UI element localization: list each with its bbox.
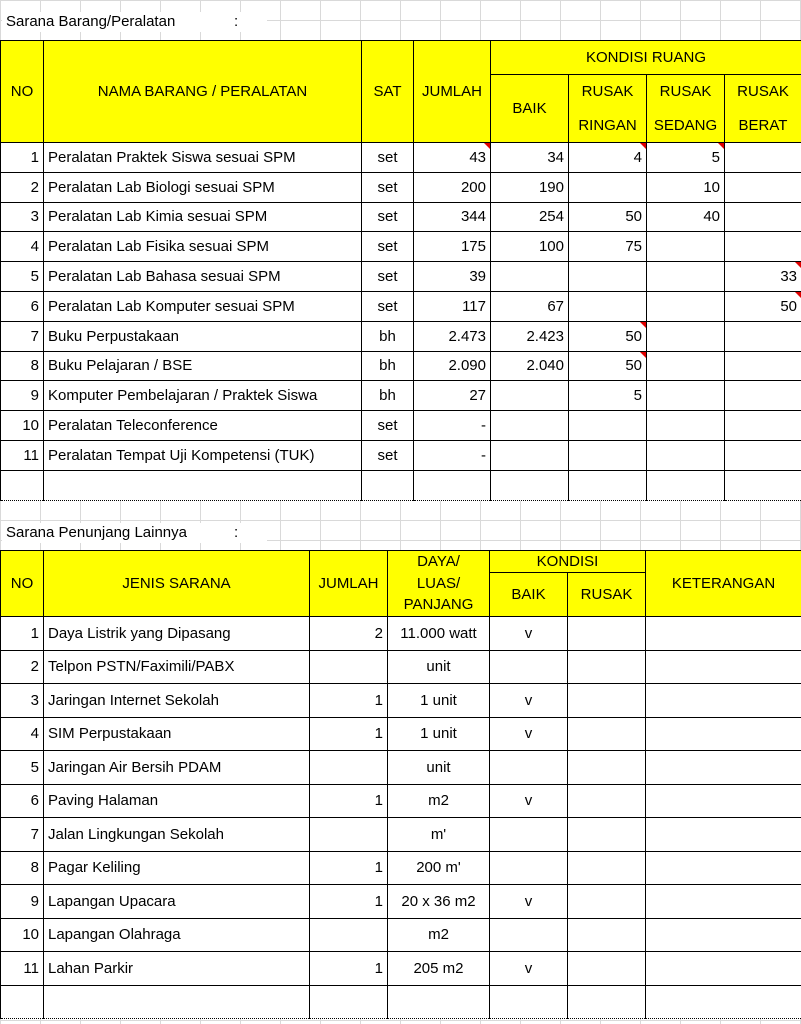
row-jumlah: 1 xyxy=(310,784,388,818)
row-sat: bh xyxy=(362,381,414,411)
row-sat: set xyxy=(362,232,414,262)
row-no: 1 xyxy=(1,617,44,651)
row-jenis-sarana xyxy=(44,985,310,1019)
section2-title-text: Sarana Penunjang Lainnya xyxy=(6,524,187,541)
table-row xyxy=(1,818,801,852)
row-keterangan xyxy=(646,885,801,919)
row-jumlah: 1 xyxy=(310,684,388,718)
row-no: 2 xyxy=(1,172,44,202)
row-rusak-ringan: 50 xyxy=(569,351,647,381)
row-kondisi-rusak xyxy=(568,952,646,986)
row-rusak-berat xyxy=(725,351,801,381)
header-baik: BAIK xyxy=(491,75,569,143)
table-row xyxy=(1,918,801,952)
row-jumlah: 1 xyxy=(310,851,388,885)
row-baik xyxy=(491,470,569,500)
row-nama-barang: Peralatan Tempat Uji Kompetensi (TUK) xyxy=(44,440,362,470)
row-jumlah xyxy=(310,751,388,785)
row-sat: set xyxy=(362,143,414,173)
section2-colon: : xyxy=(234,524,239,541)
header-rusak-sedang-top: RUSAK xyxy=(647,75,725,109)
row-no: 8 xyxy=(1,851,44,885)
row-rusak-berat xyxy=(725,143,801,173)
row-baik: 2.040 xyxy=(491,351,569,381)
row-kondisi-baik xyxy=(490,985,568,1019)
row-daya-luas: unit xyxy=(388,650,490,684)
row-rusak-berat xyxy=(725,202,801,232)
header-rusak-ringan-bottom: RINGAN xyxy=(569,109,647,143)
row-keterangan xyxy=(646,617,801,651)
row-daya-luas: 20 x 36 m2 xyxy=(388,885,490,919)
header-kondisi: KONDISI xyxy=(490,551,646,573)
row-nama-barang: Komputer Pembelajaran / Praktek Siswa xyxy=(44,381,362,411)
row-rusak-ringan: 75 xyxy=(569,232,647,262)
row-nama-barang: Peralatan Praktek Siswa sesuai SPM xyxy=(44,143,362,173)
header-rusak-berat-bottom: BERAT xyxy=(725,109,801,143)
row-sat: set xyxy=(362,202,414,232)
row-kondisi-rusak xyxy=(568,818,646,852)
row-keterangan xyxy=(646,818,801,852)
row-keterangan xyxy=(646,918,801,952)
row-baik xyxy=(491,440,569,470)
header-no: NO xyxy=(1,41,44,143)
row-keterangan xyxy=(646,717,801,751)
section1-colon: : xyxy=(234,13,239,30)
row-baik: 100 xyxy=(491,232,569,262)
table-row xyxy=(1,351,801,381)
row-no: 8 xyxy=(1,351,44,381)
table-row xyxy=(1,751,801,785)
row-jenis-sarana: Paving Halaman xyxy=(44,784,310,818)
row-no: 11 xyxy=(1,952,44,986)
row-sat: set xyxy=(362,411,414,441)
row-jumlah: 39 xyxy=(414,262,491,292)
table-row xyxy=(1,885,801,919)
row-jumlah: 43 xyxy=(414,143,491,173)
table-row xyxy=(1,143,801,173)
section1-title-text: Sarana Barang/Peralatan xyxy=(6,13,176,30)
row-sat: bh xyxy=(362,321,414,351)
header-sat: SAT xyxy=(362,41,414,143)
row-kondisi-baik: v xyxy=(490,885,568,919)
row-jumlah: 1 xyxy=(310,952,388,986)
row-daya-luas: m2 xyxy=(388,918,490,952)
header-keterangan: KETERANGAN xyxy=(646,551,801,617)
row-rusak-sedang xyxy=(647,470,725,500)
row-jenis-sarana: Pagar Keliling xyxy=(44,851,310,885)
row-keterangan xyxy=(646,684,801,718)
row-kondisi-baik xyxy=(490,818,568,852)
row-rusak-ringan xyxy=(569,440,647,470)
row-baik: 254 xyxy=(491,202,569,232)
table-row xyxy=(1,440,801,470)
row-jenis-sarana: Lahan Parkir xyxy=(44,952,310,986)
row-rusak-ringan: 5 xyxy=(569,381,647,411)
row-keterangan xyxy=(646,952,801,986)
row-rusak-berat: 33 xyxy=(725,262,801,292)
row-jenis-sarana: Jaringan Internet Sekolah xyxy=(44,684,310,718)
table-row xyxy=(1,985,801,1019)
row-jumlah: 1 xyxy=(310,717,388,751)
row-sat: set xyxy=(362,262,414,292)
row-baik xyxy=(491,262,569,292)
row-jumlah: 175 xyxy=(414,232,491,262)
row-rusak-berat xyxy=(725,470,801,500)
row-rusak-sedang xyxy=(647,440,725,470)
sarana-penunjang-table xyxy=(0,550,801,1019)
row-kondisi-rusak xyxy=(568,751,646,785)
row-sat: set xyxy=(362,291,414,321)
table-row xyxy=(1,321,801,351)
row-rusak-sedang xyxy=(647,262,725,292)
section1-title xyxy=(2,12,267,32)
table-row xyxy=(1,262,801,292)
row-jumlah: 344 xyxy=(414,202,491,232)
row-nama-barang: Peralatan Lab Bahasa sesuai SPM xyxy=(44,262,362,292)
row-kondisi-rusak xyxy=(568,851,646,885)
table-row xyxy=(1,952,801,986)
row-no xyxy=(1,470,44,500)
row-rusak-ringan xyxy=(569,291,647,321)
row-nama-barang: Peralatan Lab Biologi sesuai SPM xyxy=(44,172,362,202)
row-rusak-sedang xyxy=(647,381,725,411)
row-rusak-ringan: 50 xyxy=(569,321,647,351)
row-jenis-sarana: Lapangan Olahraga xyxy=(44,918,310,952)
row-kondisi-baik xyxy=(490,851,568,885)
row-rusak-sedang: 40 xyxy=(647,202,725,232)
row-rusak-ringan xyxy=(569,411,647,441)
row-kondisi-baik xyxy=(490,751,568,785)
section2-title xyxy=(2,523,267,543)
row-nama-barang: Peralatan Lab Fisika sesuai SPM xyxy=(44,232,362,262)
row-rusak-sedang xyxy=(647,411,725,441)
row-jumlah: - xyxy=(414,411,491,441)
row-rusak-ringan: 50 xyxy=(569,202,647,232)
row-rusak-ringan xyxy=(569,470,647,500)
row-jenis-sarana: Lapangan Upacara xyxy=(44,885,310,919)
row-kondisi-baik: v xyxy=(490,952,568,986)
row-baik: 190 xyxy=(491,172,569,202)
header-no: NO xyxy=(1,551,44,617)
row-jenis-sarana: Telpon PSTN/Faximili/PABX xyxy=(44,650,310,684)
row-rusak-berat: 50 xyxy=(725,291,801,321)
row-rusak-berat xyxy=(725,172,801,202)
header-kondisi-ruang: KONDISI RUANG xyxy=(491,41,801,75)
row-kondisi-rusak xyxy=(568,918,646,952)
row-baik: 34 xyxy=(491,143,569,173)
row-kondisi-rusak xyxy=(568,784,646,818)
header-baik: BAIK xyxy=(490,573,568,617)
header-nama-barang: NAMA BARANG / PERALATAN xyxy=(44,41,362,143)
row-jenis-sarana: Jaringan Air Bersih PDAM xyxy=(44,751,310,785)
row-kondisi-baik xyxy=(490,918,568,952)
row-nama-barang: Peralatan Lab Komputer sesuai SPM xyxy=(44,291,362,321)
row-kondisi-rusak xyxy=(568,617,646,651)
row-rusak-berat xyxy=(725,232,801,262)
row-no xyxy=(1,985,44,1019)
table-row xyxy=(1,784,801,818)
row-kondisi-rusak xyxy=(568,717,646,751)
table-row xyxy=(1,851,801,885)
row-rusak-berat xyxy=(725,411,801,441)
row-baik xyxy=(491,381,569,411)
row-jumlah: - xyxy=(414,440,491,470)
row-daya-luas: m2 xyxy=(388,784,490,818)
row-no: 4 xyxy=(1,717,44,751)
row-no: 11 xyxy=(1,440,44,470)
row-rusak-ringan xyxy=(569,172,647,202)
row-rusak-sedang: 5 xyxy=(647,143,725,173)
table-row xyxy=(1,717,801,751)
row-keterangan xyxy=(646,851,801,885)
row-no: 2 xyxy=(1,650,44,684)
row-rusak-sedang: 10 xyxy=(647,172,725,202)
row-keterangan xyxy=(646,650,801,684)
row-no: 9 xyxy=(1,381,44,411)
header-rusak: RUSAK xyxy=(568,573,646,617)
row-no: 4 xyxy=(1,232,44,262)
row-nama-barang: Buku Pelajaran / BSE xyxy=(44,351,362,381)
row-kondisi-baik: v xyxy=(490,784,568,818)
row-no: 5 xyxy=(1,262,44,292)
row-daya-luas: 200 m' xyxy=(388,851,490,885)
row-daya-luas: 11.000 watt xyxy=(388,617,490,651)
row-jumlah: 2.090 xyxy=(414,351,491,381)
header-jumlah: JUMLAH xyxy=(414,41,491,143)
row-daya-luas: 1 unit xyxy=(388,717,490,751)
header-luas: LUAS/ xyxy=(388,573,490,595)
row-nama-barang: Buku Perpustakaan xyxy=(44,321,362,351)
row-jumlah xyxy=(310,650,388,684)
row-rusak-sedang xyxy=(647,321,725,351)
row-kondisi-baik: v xyxy=(490,717,568,751)
row-baik xyxy=(491,411,569,441)
row-rusak-berat xyxy=(725,321,801,351)
table-row xyxy=(1,411,801,441)
row-no: 1 xyxy=(1,143,44,173)
row-nama-barang xyxy=(44,470,362,500)
row-jumlah xyxy=(310,985,388,1019)
row-jumlah xyxy=(310,818,388,852)
row-kondisi-rusak xyxy=(568,650,646,684)
header-rusak-ringan-top: RUSAK xyxy=(569,75,647,109)
row-nama-barang: Peralatan Teleconference xyxy=(44,411,362,441)
row-jenis-sarana: SIM Perpustakaan xyxy=(44,717,310,751)
row-jumlah: 117 xyxy=(414,291,491,321)
row-no: 3 xyxy=(1,684,44,718)
row-no: 6 xyxy=(1,291,44,321)
table-row xyxy=(1,470,801,500)
table-row xyxy=(1,650,801,684)
row-rusak-sedang xyxy=(647,291,725,321)
row-jenis-sarana: Daya Listrik yang Dipasang xyxy=(44,617,310,651)
header-panjang: PANJANG xyxy=(388,595,490,617)
table-row xyxy=(1,381,801,411)
header-rusak-berat-top: RUSAK xyxy=(725,75,801,109)
table-row xyxy=(1,684,801,718)
row-rusak-sedang xyxy=(647,232,725,262)
row-daya-luas: 1 unit xyxy=(388,684,490,718)
row-rusak-sedang xyxy=(647,351,725,381)
row-sat: set xyxy=(362,440,414,470)
row-keterangan xyxy=(646,784,801,818)
row-daya-luas: m' xyxy=(388,818,490,852)
sarana-barang-table xyxy=(0,40,801,501)
row-no: 10 xyxy=(1,411,44,441)
row-no: 7 xyxy=(1,818,44,852)
row-jumlah xyxy=(414,470,491,500)
row-no: 9 xyxy=(1,885,44,919)
row-kondisi-baik: v xyxy=(490,684,568,718)
row-keterangan xyxy=(646,985,801,1019)
table-row xyxy=(1,617,801,651)
row-jumlah xyxy=(310,918,388,952)
row-no: 3 xyxy=(1,202,44,232)
row-rusak-berat xyxy=(725,440,801,470)
row-kondisi-rusak xyxy=(568,985,646,1019)
row-no: 6 xyxy=(1,784,44,818)
row-baik: 67 xyxy=(491,291,569,321)
row-jumlah: 2 xyxy=(310,617,388,651)
header-jenis-sarana: JENIS SARANA xyxy=(44,551,310,617)
row-no: 5 xyxy=(1,751,44,785)
row-no: 10 xyxy=(1,918,44,952)
header-rusak-sedang-bottom: SEDANG xyxy=(647,109,725,143)
row-rusak-ringan: 4 xyxy=(569,143,647,173)
row-sat: set xyxy=(362,172,414,202)
row-no: 7 xyxy=(1,321,44,351)
row-kondisi-baik xyxy=(490,650,568,684)
row-sat xyxy=(362,470,414,500)
table-row xyxy=(1,291,801,321)
row-kondisi-rusak xyxy=(568,684,646,718)
table-row xyxy=(1,202,801,232)
row-rusak-ringan xyxy=(569,262,647,292)
row-kondisi-rusak xyxy=(568,885,646,919)
row-daya-luas xyxy=(388,985,490,1019)
row-kondisi-baik: v xyxy=(490,617,568,651)
header-daya: DAYA/ xyxy=(388,551,490,573)
row-jumlah: 1 xyxy=(310,885,388,919)
table-row xyxy=(1,232,801,262)
row-nama-barang: Peralatan Lab Kimia sesuai SPM xyxy=(44,202,362,232)
table-row xyxy=(1,172,801,202)
row-daya-luas: unit xyxy=(388,751,490,785)
row-jenis-sarana: Jalan Lingkungan Sekolah xyxy=(44,818,310,852)
row-jumlah: 2.473 xyxy=(414,321,491,351)
row-keterangan xyxy=(646,751,801,785)
row-sat: bh xyxy=(362,351,414,381)
header-jumlah: JUMLAH xyxy=(310,551,388,617)
row-baik: 2.423 xyxy=(491,321,569,351)
row-rusak-berat xyxy=(725,381,801,411)
row-jumlah: 27 xyxy=(414,381,491,411)
row-jumlah: 200 xyxy=(414,172,491,202)
row-daya-luas: 205 m2 xyxy=(388,952,490,986)
